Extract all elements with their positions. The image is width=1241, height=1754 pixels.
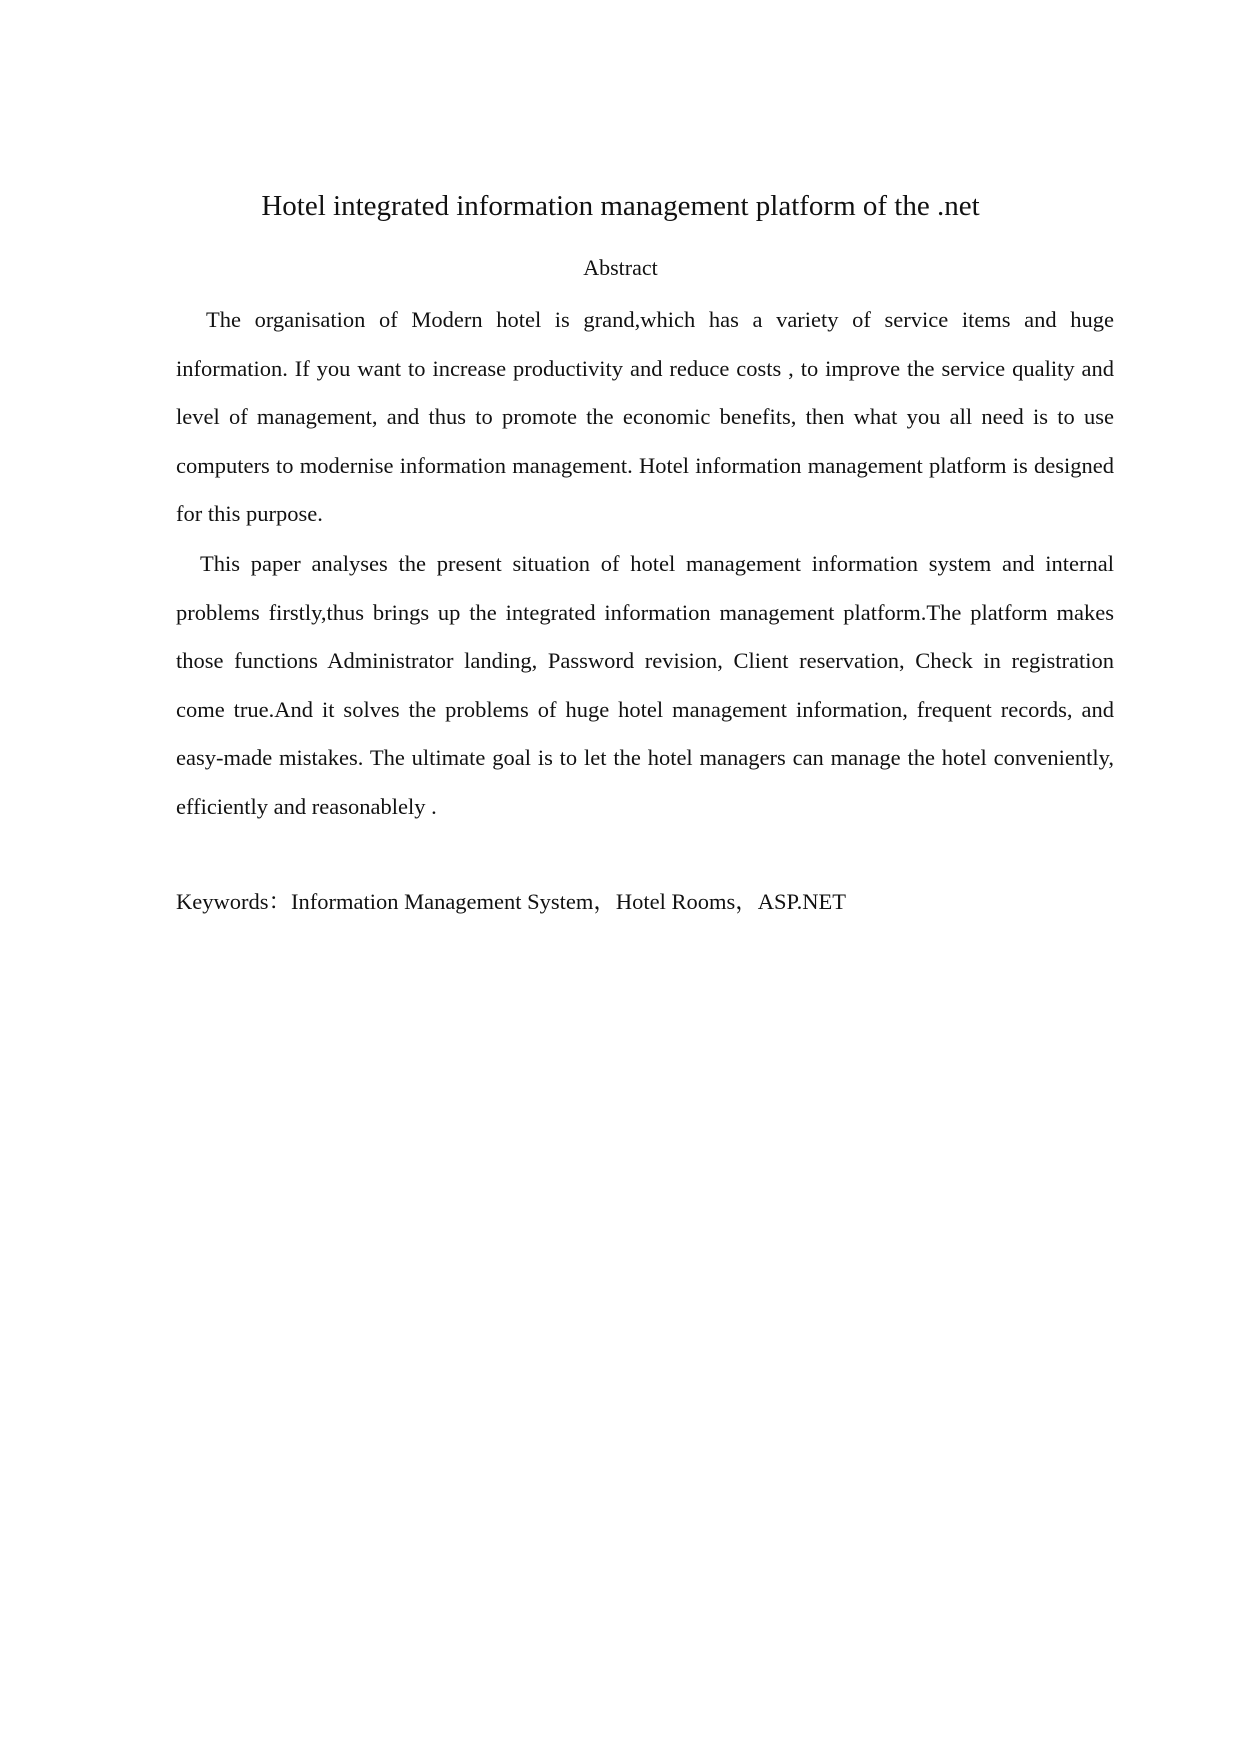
abstract-paragraph: The organisation of Modern hotel is grand,which has a variety of service items and huge information. If you want to increase productivity and reduce costs , to improve the service quality and level of management, and thus to promote the economic benefits, then what you all need is to use computers to modernise information management. Hotel information management platform is designed for this purpose. xyxy=(176,307,1114,527)
keywords-line: Keywords：Information Management System，Hotel Rooms，ASP.NET xyxy=(176,889,846,914)
abstract-paragraph: This paper analyses the present situation of hotel management information system and internal problems firstly,thus brings up the integrated information management platform.The platform makes those functions Administrator landing, Password revision, Client reservation, Check in registration come true.And it solves the problems of huge hotel management information, frequent records, and easy-made mistakes. The ultimate goal is to let the hotel managers can manage the hotel conveniently, efficiently and reasonablely . xyxy=(176,551,1114,819)
document-title: Hotel integrated information management platform of the .net xyxy=(261,190,980,222)
abstract-heading: Abstract xyxy=(583,255,658,280)
